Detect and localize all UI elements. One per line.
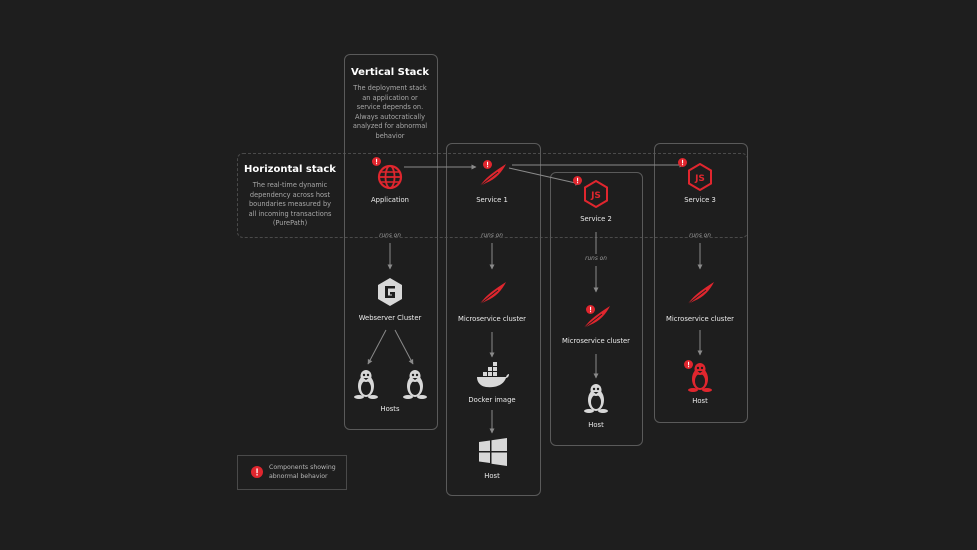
- application-label: Application: [371, 196, 409, 204]
- host-label: Host: [484, 472, 500, 480]
- windows-icon: [479, 438, 507, 466]
- svg-text:JS: JS: [591, 191, 601, 201]
- horizontal-stack-description: The real-time dynamic dependency across host boundaries measured by all incoming transactions (PurePath): [248, 181, 332, 227]
- linux-penguin-icon: [402, 369, 428, 399]
- host-label: Host: [692, 397, 708, 405]
- runs-on-label: runs on: [585, 256, 607, 262]
- legend-text: Components showing abnormal behavior: [269, 464, 336, 480]
- linux-penguin-icon: [353, 369, 379, 399]
- legend: [237, 455, 347, 490]
- nginx-g-icon: [375, 277, 405, 307]
- docker-whale-icon: [476, 362, 510, 388]
- feather-icon: [478, 280, 508, 306]
- feather-icon: [686, 280, 716, 306]
- globe-icon: [377, 164, 403, 190]
- webserver-cluster-label: Webserver Cluster: [358, 314, 422, 322]
- nodejs-icon: [583, 180, 609, 208]
- host-label: Host: [588, 421, 604, 429]
- docker-image-label: Docker image: [468, 396, 516, 404]
- linux-penguin-icon: [687, 362, 713, 392]
- hosts-label: Hosts: [380, 405, 400, 413]
- microservice-cluster-label: Microservice cluster: [666, 315, 734, 323]
- feather-icon: [582, 304, 612, 330]
- vertical-stack-description: The deployment stack an application or service depends on. Always autocratically analyzed for abnormal behavior: [352, 84, 428, 140]
- service3-label: Service 3: [684, 196, 716, 204]
- alert-icon: [251, 466, 263, 478]
- feather-icon: [478, 162, 508, 188]
- horizontal-stack-title: Horizontal stack: [244, 164, 336, 175]
- alert-icon: [573, 176, 582, 185]
- alert-icon: [678, 158, 687, 167]
- microservice-cluster-label: Microservice cluster: [562, 337, 630, 345]
- svg-text:JS: JS: [695, 174, 705, 184]
- nodejs-icon: [687, 163, 713, 191]
- vertical-stack-title: Vertical Stack: [350, 67, 429, 78]
- linux-penguin-icon: [583, 383, 609, 413]
- runs-on-label: runs on: [689, 233, 711, 239]
- service1-label: Service 1: [476, 196, 508, 204]
- service2-label: Service 2: [580, 215, 612, 223]
- runs-on-label: runs on: [481, 233, 503, 239]
- runs-on-label: runs on: [379, 233, 401, 239]
- microservice-cluster-label: Microservice cluster: [458, 315, 526, 323]
